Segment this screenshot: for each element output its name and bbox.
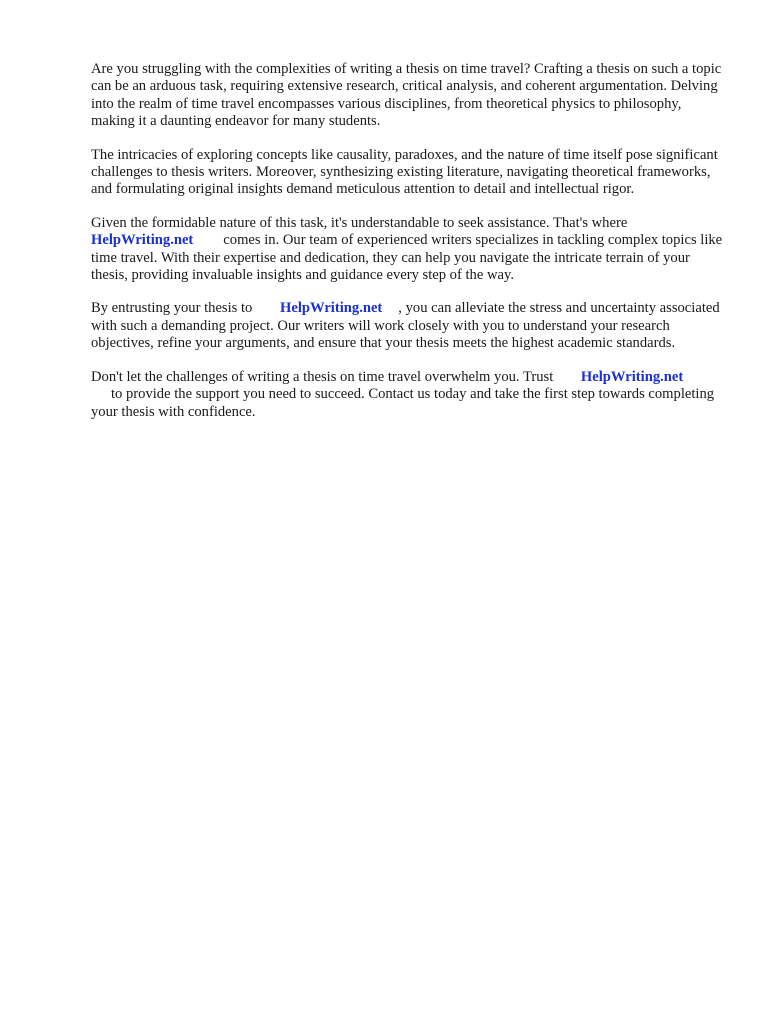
paragraph-challenges-text: The intricacies of exploring concepts like causality, paradoxes, and the nature of time itself pose significant challenges to thesis writers. Moreover, synthesizing existing literature, navigating theoretical frameworks, and formulating original insights demand meticulous attention to detail and intellectual rigor. — [91, 146, 718, 198]
paragraph-assistance-text-after: comes in. Our team of experienced writers specializes in tackling complex topics like time travel. With their expertise and dedication, they can help you navigate the intricate terrain of your thesis, providing invaluable insights and guidance every step of the way. — [91, 232, 723, 284]
document-page — [91, 61, 723, 437]
paragraph-closing-text-before: Don't let the challenges of writing a thesis on time travel overwhelm you. Trust — [91, 368, 554, 385]
paragraph-intro — [91, 61, 723, 131]
paragraph-assistance — [91, 215, 723, 285]
paragraph-intro-text: Are you struggling with the complexities of writing a thesis on time travel? Crafting a thesis on such a topic can be an arduous task, requiring extensive research, critical analysis, and coherent argumentation. Delving into the realm of time travel encompasses various disciplines, from theoretical physics to philosophy, making it a daunting endeavor for many students. — [91, 61, 722, 130]
paragraph-closing — [91, 369, 723, 421]
helpwriting-link-1[interactable]: HelpWriting.net — [91, 232, 194, 249]
paragraph-entrusting — [91, 300, 723, 352]
paragraph-closing-text-after: to provide the support you need to succeed. Contact us today and take the first step towards completing your thesis with confidence. — [91, 386, 715, 420]
paragraph-entrusting-text-after: , you can alleviate the stress and uncertainty associated with such a demanding project. Our writers will work closely with you to understand your research objectives, refine your arguments, and ensure that your thesis meets the highest academic standards. — [91, 300, 720, 352]
helpwriting-link-3[interactable]: HelpWriting.net — [580, 368, 684, 385]
paragraph-assistance-text-before: Given the formidable nature of this task, it's understandable to seek assistance. That's where — [91, 214, 628, 231]
paragraph-challenges — [91, 147, 723, 199]
paragraph-entrusting-text-before: By entrusting your thesis to — [91, 300, 253, 317]
helpwriting-link-2[interactable]: HelpWriting.net — [280, 300, 383, 317]
